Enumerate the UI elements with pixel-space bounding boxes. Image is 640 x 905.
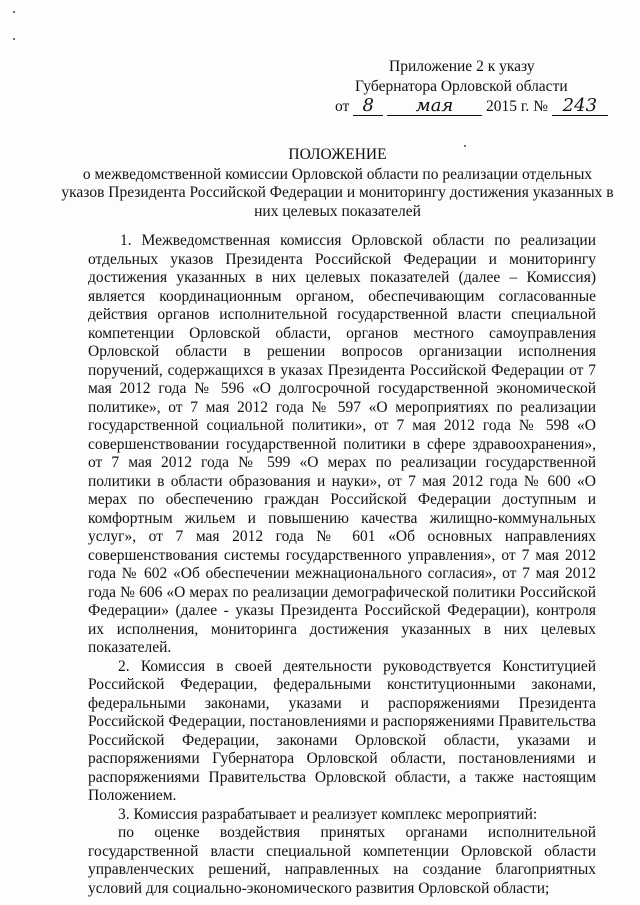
paragraph-2: 2. Комиссия в своей деятельности руководствуется Конституцией Российской Федерации, федеральными конституционными законами, федеральными законами, указами и распоряжениями Президента Российской Федерации, постановлениями и распоряжениями Правительства Российской Федерации, законами Орловской области, указами и распоряжениями Губернатора Орловской области, постановлениями и распоряжениями Правительства Орловской области, а также настоящим Положением. [88, 657, 596, 804]
handwritten-month: мая [387, 97, 482, 116]
document-title-block [60, 146, 615, 221]
document-body [88, 232, 596, 898]
paragraph-1: 1. Межведомственная комиссия Орловской области по реализации отдельных указов Президента Российской Федерации и мониторингу достижения указанных в них целевых показателей (далее – Комиссия) является координационным органом, обеспечивающим согласованные действия органов исполнительной государственной власти специальной компетенции Орловской области, органов местного самоуправления Орловской области в решении вопросов организации исполнения поручений, содержащихся в указах Президента Российской Федерации от 7 мая 2012 года № 596 «О долгосрочной государственной экономической политике», от 7 мая 2012 года № 597 «О мероприятиях по реализации государственной социальной политики», от 7 мая 2012 года № 598 «О совершенствовании государственной политики в сфере здравоохранения», от 7 мая 2012 года № 599 «О мерах по реализации государственной политики в области образования и науки», от 7 мая 2012 года № 600 «О мерах по обеспечению граждан Российской Федерации доступным и комфортным жильем и повышению качества жилищно-коммунальных услуг», от 7 мая 2012 года № 601 «Об основных направлениях совершенствования системы государственного управления», от 7 мая 2012 года № 602 «Об обеспечении межнационального согласия», от 7 мая 2012 года № 606 «О мерах по реализации демографической политики Российской Федерации» (далее - указы Президента Российской Федерации), контроля их исполнения, мониторинга достижения указанных в них целевых показателей. [88, 232, 596, 656]
date-year: 2015 г. [485, 98, 530, 115]
scan-speck [13, 11, 15, 13]
paragraph-3: 3. Комиссия разрабатывает и реализует комплекс мероприятий: [118, 805, 538, 823]
handwritten-number: 243 [552, 97, 608, 116]
number-prefix: № [533, 98, 548, 115]
handwritten-day: 8 [353, 97, 383, 116]
appendix-header [335, 57, 598, 117]
scan-speck [13, 38, 15, 40]
appendix-line-2: Губернатора Орловской области [355, 78, 568, 95]
paragraph-4: по оценке воздействия принятых органами исполнительной государственной власти специальной компетенции Орловской области управленческих решений, направленных на создание благоприятных условий для социально-экономического развития Орловской области; [88, 824, 596, 897]
appendix-date-line [335, 95, 598, 117]
appendix-line-1: Приложение 2 к указу [389, 58, 535, 75]
document-heading: ПОЛОЖЕНИЕ [288, 146, 387, 163]
document-subtitle: о межведомственной комиссии Орловской области по реализации отдельных указов Президента Российской Федерации и мониторингу достижения указанных в них целевых показателей [61, 165, 614, 220]
date-prefix: от [335, 98, 350, 115]
